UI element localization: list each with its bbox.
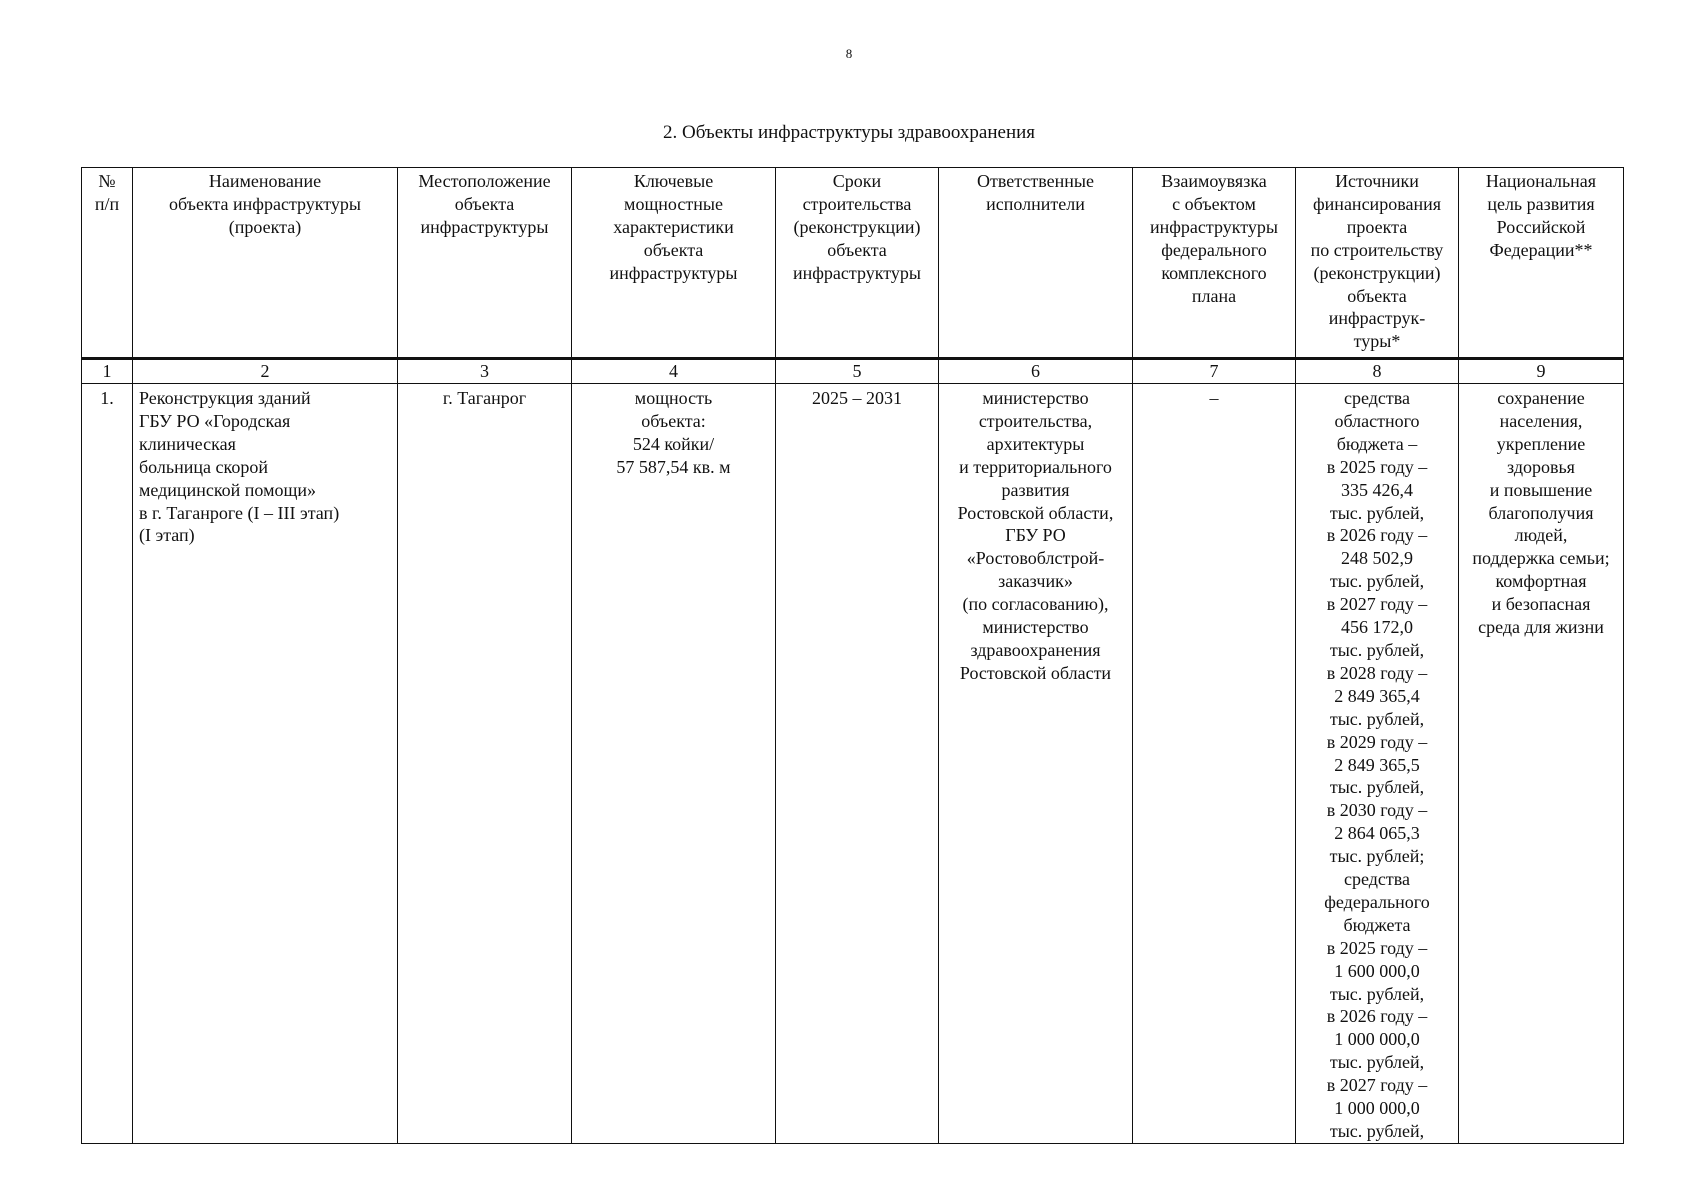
header-cell-federal-link <box>1133 168 1296 359</box>
row-number: 1. <box>82 384 133 1144</box>
national-goal <box>1459 384 1624 1144</box>
text-line: объекта <box>827 239 887 260</box>
text-line: туры* <box>1353 331 1401 352</box>
text-line: инфраструктуры <box>609 262 738 283</box>
text-line: министерство <box>982 617 1089 638</box>
text-line: благополучия <box>1488 502 1594 523</box>
text-line: средства <box>1343 388 1410 408</box>
text-line: мощность <box>634 388 713 408</box>
text-line: Российской <box>1496 216 1586 237</box>
text-line: Реконструкция зданий <box>139 388 311 408</box>
text-line: инфраструк- <box>1328 308 1426 329</box>
object-name <box>133 384 398 1144</box>
text-line: тыс. рублей, <box>1329 777 1425 798</box>
text-line: «Ростовоблстрой- <box>966 548 1105 569</box>
responsible-executors <box>939 384 1133 1144</box>
text-line: п/п <box>94 193 120 214</box>
text-line: 335 426,4 <box>1341 479 1413 500</box>
text-line: комплексного <box>1161 262 1267 283</box>
text-line: поддержка семьи; <box>1472 548 1610 569</box>
column-number: 9 <box>1459 359 1624 384</box>
header-cell-terms <box>776 168 939 359</box>
federal-plan-link <box>1133 384 1296 1144</box>
text-line: здравоохранения <box>970 639 1101 660</box>
column-number: 8 <box>1296 359 1459 384</box>
text-line: 248 502,9 <box>1341 548 1413 569</box>
text-line: плана <box>1191 285 1237 306</box>
text-line: тыс. рублей, <box>1329 639 1425 660</box>
text-line: ГБУ РО «Городская <box>139 410 291 431</box>
section-title: 2. Объекты инфраструктуры здравоохранения <box>662 122 1036 143</box>
text-line: и повышение <box>1489 479 1593 500</box>
text-line: (по согласованию), <box>962 594 1109 615</box>
text-line: развития <box>1001 479 1070 500</box>
text-line: 2 849 365,4 <box>1334 685 1420 706</box>
text-line: строительства, <box>978 410 1093 431</box>
text-line: заказчик» <box>998 571 1073 592</box>
text-line: объекта <box>643 239 704 260</box>
text-line: сохранение <box>1497 388 1585 408</box>
text-line: федерального <box>1324 891 1430 912</box>
column-number: 3 <box>398 359 572 384</box>
text-line: характеристики <box>613 216 734 237</box>
column-number: 4 <box>572 359 776 384</box>
text-line: в 2028 году – <box>1326 662 1428 683</box>
text-line: больница скорой <box>139 456 268 477</box>
text-line: объекта инфраструктуры <box>168 193 362 214</box>
text-line: бюджета – <box>1336 433 1418 454</box>
text-line: 2 849 365,5 <box>1334 754 1420 775</box>
text-line: тыс. рублей, <box>1329 1052 1425 1073</box>
funding-sources <box>1296 384 1459 1144</box>
text-line: № <box>98 171 116 191</box>
text-line: цель развития <box>1487 193 1595 214</box>
text-line: в 2026 году – <box>1326 1006 1428 1027</box>
text-line: (реконструкции) <box>1313 262 1441 283</box>
text-line: населения, <box>1499 410 1583 431</box>
text-line: 1 000 000,0 <box>1334 1098 1420 1119</box>
text-line: в 2029 году – <box>1326 731 1428 752</box>
text-line: министерство <box>982 388 1089 408</box>
text-line: инфраструктуры <box>420 216 549 237</box>
text-line: укрепление <box>1496 433 1586 454</box>
text-line: 1 600 000,0 <box>1334 960 1420 981</box>
infrastructure-table <box>81 167 1624 1144</box>
text-line: в 2025 году – <box>1326 456 1428 477</box>
text-line: в 2027 году – <box>1326 594 1428 615</box>
text-line: инфраструктуры <box>1150 216 1278 237</box>
text-line: тыс. рублей, <box>1329 1121 1425 1141</box>
text-line: (проекта) <box>228 216 302 237</box>
text-line: строительства <box>802 193 912 214</box>
text-line: по строительству <box>1310 239 1444 260</box>
text-line: объекта <box>454 193 515 214</box>
text-line: здоровья <box>1507 456 1575 477</box>
text-line: г. Таганрог <box>442 388 527 408</box>
header-row <box>82 168 1624 359</box>
text-line: инфраструктуры <box>793 262 921 283</box>
text-line: в 2027 году – <box>1326 1075 1428 1096</box>
text-line: исполнители <box>986 193 1085 214</box>
text-line: и территориального <box>959 456 1112 477</box>
text-line: среда для жизни <box>1478 617 1604 638</box>
text-line: 2025 – 2031 <box>812 388 902 408</box>
text-line: Сроки <box>832 171 882 191</box>
text-line: Национальная <box>1485 171 1597 191</box>
column-number-row <box>82 359 1624 384</box>
text-line: проекта <box>1346 216 1408 237</box>
text-line: (I этап) <box>139 525 195 546</box>
text-line: Ростовской области <box>959 662 1112 683</box>
text-line: объекта: <box>641 410 706 431</box>
header-cell-name <box>133 168 398 359</box>
text-line: объекта <box>1347 285 1407 306</box>
column-number: 6 <box>939 359 1133 384</box>
text-line: Ключевые <box>633 171 714 191</box>
text-line: Взаимоувязка <box>1161 171 1267 191</box>
column-number: 1 <box>82 359 133 384</box>
text-line: 1 000 000,0 <box>1334 1029 1420 1050</box>
text-line: финансирования <box>1313 193 1441 214</box>
text-line: 57 587,54 кв. м <box>616 456 731 477</box>
text-line: комфортная <box>1495 571 1587 592</box>
text-line: – <box>1209 388 1219 408</box>
column-number: 5 <box>776 359 939 384</box>
table-row <box>82 384 1624 1144</box>
text-line: Федерации** <box>1489 239 1593 260</box>
text-line: тыс. рублей, <box>1329 708 1425 729</box>
header-cell-funding <box>1296 168 1459 359</box>
text-line: 524 койки/ <box>632 433 715 454</box>
text-line: мощностные <box>624 193 723 214</box>
text-line: (реконструкции) <box>793 216 921 237</box>
text-line: бюджета <box>1343 914 1411 935</box>
header-cell-responsible <box>939 168 1133 359</box>
text-line: средства <box>1343 869 1410 890</box>
text-line: тыс. рублей, <box>1329 571 1425 592</box>
column-number: 7 <box>1133 359 1296 384</box>
text-line: медицинской помощи» <box>139 479 316 500</box>
header-cell-national-goal <box>1459 168 1624 359</box>
object-capacity <box>572 384 776 1144</box>
text-line: тыс. рублей, <box>1329 502 1425 523</box>
text-line: Наименование <box>208 171 322 191</box>
construction-terms <box>776 384 939 1144</box>
text-line: с объектом <box>1172 193 1256 214</box>
text-line: клиническая <box>139 433 236 454</box>
text-line: Местоположение <box>418 171 551 191</box>
text-line: в г. Таганроге (I – III этап) <box>139 502 340 523</box>
text-line: архитектуры <box>986 433 1085 454</box>
text-line: Источники <box>1335 171 1419 191</box>
text-line: и безопасная <box>1491 594 1591 615</box>
header-cell-number <box>82 168 133 359</box>
text-line: в 2026 году – <box>1326 525 1428 546</box>
text-line: в 2025 году – <box>1326 937 1428 958</box>
text-line: в 2030 году – <box>1326 800 1428 821</box>
text-line: людей, <box>1514 525 1568 546</box>
text-line: ГБУ РО <box>1005 525 1066 546</box>
text-line: 2 864 065,3 <box>1334 823 1420 844</box>
text-line: Ответственные <box>977 171 1094 191</box>
text-line: областного <box>1334 410 1420 431</box>
text-line: федерального <box>1161 239 1267 260</box>
text-line: тыс. рублей, <box>1329 983 1425 1004</box>
object-location <box>398 384 572 1144</box>
column-number: 2 <box>133 359 398 384</box>
text-line: тыс. рублей; <box>1329 846 1425 867</box>
header-cell-location <box>398 168 572 359</box>
header-cell-capacity <box>572 168 776 359</box>
page-number: 8 <box>845 46 853 61</box>
text-line: 456 172,0 <box>1341 617 1413 638</box>
text-line: Ростовской области, <box>957 502 1114 523</box>
